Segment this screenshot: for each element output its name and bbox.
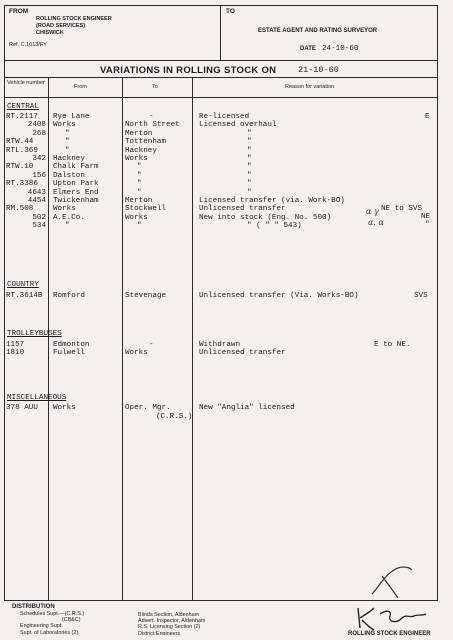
table-cell: " xyxy=(247,155,252,164)
from-label: FROM xyxy=(9,8,29,15)
table-cell: Twickenham xyxy=(53,197,99,206)
right-border xyxy=(437,5,438,600)
to-label: TO xyxy=(226,8,235,15)
distribution-item: Schedules Supt.—(C.R.S.) xyxy=(20,611,85,617)
table-top-line xyxy=(4,77,437,78)
table-cell: " xyxy=(247,180,252,189)
signature xyxy=(352,604,432,632)
from-line-1: ROLLING STOCK ENGINEER xyxy=(36,16,112,22)
section-country: COUNTRY xyxy=(7,281,39,289)
table-cell: 342 xyxy=(32,155,46,164)
distribution-right-list xyxy=(138,612,205,635)
handwritten-alpha-mark-2: α. α xyxy=(368,218,384,227)
table-cell: RT.2117 xyxy=(6,113,38,121)
central-code-3: NE xyxy=(421,213,431,221)
table-cell: (C.R.S.) xyxy=(156,413,193,421)
table-left-line xyxy=(4,77,5,600)
from-line-2: (ROAD SERVICES) xyxy=(36,23,86,29)
table-cell: RM.508 xyxy=(6,205,34,214)
table-cell: 4643 xyxy=(27,188,46,197)
table-cell: " xyxy=(247,129,252,138)
table-cell: A.E.Co. xyxy=(53,213,85,222)
table-cell: RTL.369 xyxy=(6,146,38,155)
table-cell: Oper. Mgr. xyxy=(125,404,171,412)
table-cell: " xyxy=(65,222,70,231)
table-cell: Works xyxy=(125,213,148,222)
ref-number: Ref. C.1613/FY xyxy=(9,42,47,48)
table-cell: " xyxy=(137,163,142,172)
table-cell: SVS xyxy=(414,292,428,300)
table-cell: Chalk Farm xyxy=(53,163,99,172)
from-line-3: CHISWICK xyxy=(36,30,64,36)
distribution-item: (CB&C) xyxy=(62,617,81,624)
table-cell: Re-licensed xyxy=(199,113,250,121)
col-header-vehicle: Vehicle number xyxy=(7,80,45,86)
table-cell: 378 AUU xyxy=(6,404,38,412)
table-cell: " xyxy=(65,129,70,138)
table-cell: Works xyxy=(53,205,76,214)
table-cell: Stevenage xyxy=(125,292,167,300)
section-trolleybuses: TROLLEYBUSES xyxy=(7,330,62,338)
table-cell: 1157 xyxy=(6,341,25,349)
central-code-1: E xyxy=(425,113,430,121)
table-cell: " xyxy=(65,138,70,147)
table-cell: 1810 xyxy=(6,349,25,358)
trolleybus-to-column xyxy=(125,341,154,358)
signature-role: ROLLING STOCK ENGINEER xyxy=(348,631,431,637)
table-cell: Fulwell xyxy=(53,349,85,358)
central-code-4: " xyxy=(425,221,430,229)
table-cell: " xyxy=(137,222,142,231)
distribution-item: Engineering Supt. xyxy=(20,623,63,630)
header-divider-vertical xyxy=(220,5,221,60)
table-cell: " xyxy=(247,146,252,155)
table-cell: " xyxy=(65,146,70,155)
table-cell: Unlicensed transfer xyxy=(199,205,286,214)
table-cell: New into stock (Eng. No. 500) xyxy=(199,213,332,222)
page-title: VARIATIONS IN ROLLING STOCK ON xyxy=(100,65,277,76)
distribution-item: Advert. Inspector, Aldenham xyxy=(138,618,206,625)
handwritten-check-mark xyxy=(368,562,416,602)
table-cell: Edmonton xyxy=(53,341,90,349)
table-cell: - xyxy=(149,113,154,121)
table-cell: RTW.10 xyxy=(6,163,34,172)
table-cell: 156 xyxy=(32,171,46,180)
table-cell: Licensed overhaul xyxy=(199,121,277,130)
central-from-column xyxy=(53,113,99,231)
distribution-title: DISTRIBUTION xyxy=(12,604,55,610)
table-cell: " xyxy=(247,171,252,180)
table-cell: New "Anglia" licensed xyxy=(199,404,295,412)
table-cell: Rye Lane xyxy=(53,113,90,121)
col-header-reason: Reason for variation xyxy=(285,84,335,90)
date-label: DATE xyxy=(300,46,316,52)
table-cell: Tottenham xyxy=(125,138,167,147)
table-cell: 268 xyxy=(32,129,46,138)
table-cell: Merton xyxy=(125,197,153,206)
table-cell: Unlicensed transfer (Via. Works-BO) xyxy=(199,292,359,300)
table-cell: Hackney xyxy=(125,146,157,155)
table-cell: " xyxy=(137,188,142,197)
table-cell: " xyxy=(247,138,252,147)
left-border xyxy=(4,5,5,77)
table-cell: 4454 xyxy=(27,197,46,206)
col-header-from: From xyxy=(74,84,87,90)
section-miscellaneous: MISCELLANEOUS xyxy=(7,394,67,402)
table-cell: 534 xyxy=(32,222,46,231)
table-cell: Works xyxy=(53,121,76,130)
table-cell: RT.3386 xyxy=(6,180,38,189)
table-cell: North Street xyxy=(125,121,180,130)
title-date: 21-10-60 xyxy=(298,65,339,75)
col-header-to: To xyxy=(152,84,158,90)
table-cell: Licensed transfer (via. Work-BO) xyxy=(199,197,345,206)
distribution-item: R.S. Licensing Section (2) xyxy=(138,624,201,631)
table-cell: E to NE. xyxy=(374,341,411,349)
distribution-left-list xyxy=(20,611,84,636)
distribution-item: District Engineers xyxy=(138,630,181,635)
table-cell: " ( " " 543) xyxy=(247,222,302,231)
col-divider-to xyxy=(192,77,193,600)
trolleybus-from-column xyxy=(53,341,89,358)
table-cell: Stockwell xyxy=(125,205,167,214)
distribution-item: Supt. of Laboratories (2) xyxy=(20,629,79,636)
table-cell: " xyxy=(247,188,252,197)
handwritten-alpha-mark: α γ xyxy=(366,207,379,216)
table-cell: - xyxy=(149,341,154,349)
trolleybus-vehicle-column xyxy=(6,341,24,358)
table-cell: " xyxy=(247,163,252,172)
trolleybus-reason-column xyxy=(199,341,286,358)
date-value: 24-10-60 xyxy=(322,45,359,53)
col-divider-vehicle xyxy=(48,77,49,600)
table-cell: Works xyxy=(125,349,148,358)
table-cell: Romford xyxy=(53,292,85,300)
table-cell: Withdrawn xyxy=(199,341,241,349)
table-cell: Unlicensed transfer xyxy=(199,349,286,358)
to-recipient: ESTATE AGENT AND RATING SURVEYOR xyxy=(258,28,378,34)
table-cell: Hackney xyxy=(53,155,85,164)
table-cell: Works xyxy=(125,155,148,164)
central-reason-column xyxy=(199,113,345,231)
section-central: CENTRAL xyxy=(7,103,39,111)
table-header-line xyxy=(4,97,437,98)
central-vehicle-column xyxy=(6,113,46,231)
table-cell: Elmers End xyxy=(53,188,99,197)
table-cell: " xyxy=(137,180,142,189)
table-cell: RTW.44 xyxy=(6,138,34,147)
central-to-column xyxy=(125,113,180,231)
table-cell: " xyxy=(137,171,142,180)
table-cell: Works xyxy=(53,404,76,412)
table-cell: 2408 xyxy=(27,121,46,130)
central-code-2: NE to SVS xyxy=(381,205,423,213)
table-cell: Upton Park xyxy=(53,180,99,189)
table-cell: Dalston xyxy=(53,171,85,180)
col-divider-from xyxy=(122,77,123,600)
table-cell: Merton xyxy=(125,129,153,138)
table-cell: 502 xyxy=(32,213,46,222)
distribution-item: Blinds Section, Aldenham xyxy=(138,612,200,618)
header-bottom-line xyxy=(4,60,437,61)
table-cell: RT.3614B xyxy=(6,292,43,300)
